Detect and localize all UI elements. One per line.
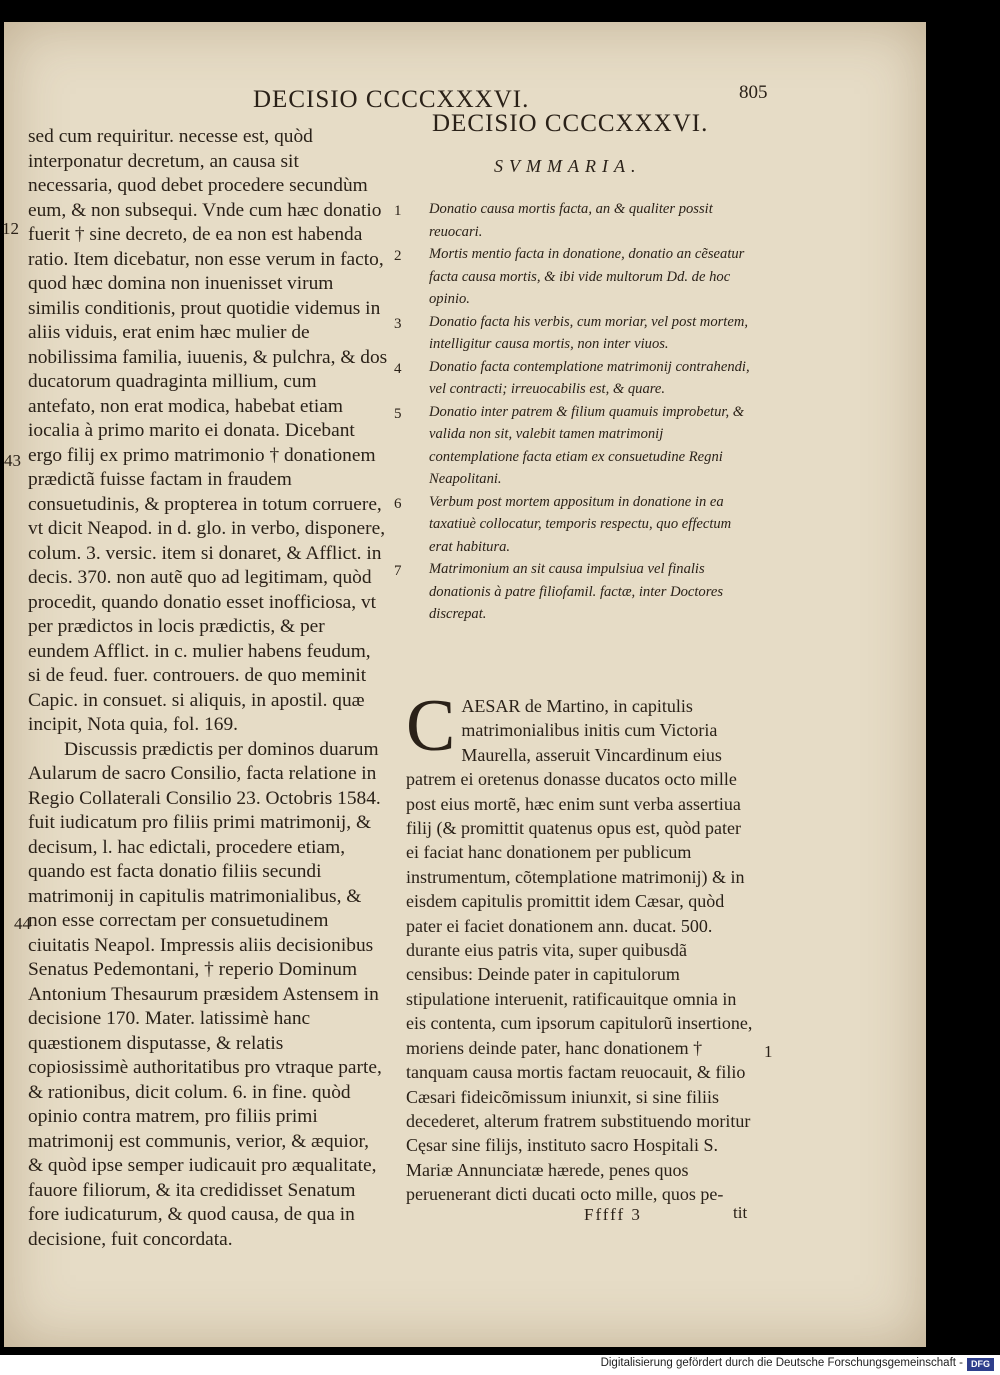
decision-body-text: AESAR de Martino, in capitulis matrimonialibus initis cum Victoria Maurella, asseruit Vincardinum eius patrem ei oretenus donasse ducatos octo mille post eius mortẽ, hæc enim sunt verba assertiua filij (& promittit quatenus opus est, quòd pater ei faciat hanc donationem per publicum instrumentum, cõtemplatione matrimonij) & in eisdem capitulis promittit idem Cæsar, quòd pater ei faciet donationem ann. ducat. 500. durante eius patris vita, super quibusdã censibus: Deinde pater in capitulorum stipulatione interuenit, ratificauitque omnia in eis contenta, cum ipsorum capitulorũ insertione, moriens deinde pater, hanc donationem † tanquam causa mortis factam reuocauit, & filio Cæsari fideicõmissum iniunxit, si sine filiis decederet, alterum fratrem substituendo moritur Cęsar sine filijs, instituto sacro Hospitali S. Mariæ Annunciatæ hærede, penes quos peruenerant dicti ducati octo mille, quos pe-: [406, 696, 753, 1205]
summaria-item-number: 2: [394, 248, 402, 264]
margin-number: 44: [14, 914, 31, 933]
margin-number: 12: [2, 219, 19, 238]
running-head-right: DECISIO CCCCXXXVI.: [432, 110, 709, 137]
summaria-item-number: 3: [394, 315, 402, 332]
decision-body: [406, 685, 756, 1207]
summaria-item-text: Donatio inter patrem & filium quamuis improbetur, & valida non sit, valebit tamen matrimonij contemplatione facta etiam ex consuetudine Regni Neapolitani.: [429, 403, 745, 487]
summaria-item-text: Donatio facta contemplatione matrimonij contrahendi, vel contracti; irreuocabilis est, & quare.: [429, 358, 750, 397]
left-paragraph-1: sed cum requiritur. necesse est, quòd interponatur decretum, an causa sit necessaria, quod debet procedere secundùm eum, & non subsequi. Vnde cum hæc donatio fuerit † sine decreto, de ea non est habenda ratio. Item dicebatur, non esse verum in facto, quod hæc domina non inuenisset virum similis conditionis, prout quotidie videmus in aliis viduis, erat enim hæc mulier de nobilissima familia, iuuenis, & pulchra, & dos ducatorum quadraginta millium, cum antefato, non erat modica, habebat etiam iocalia à primo marito ei donata. Dicebant ergo filij ex primo matrimonio † donationem prædictã fuisse factam in fraudem consuetudinis, & propterea in totum corruere, vt dicit Neapod. in d. glo. in verbo, disponere, colum. 3. versic. item si donaret, & Afflict. in decis. 370. non autẽ quo ad legitimam, quòd procedit, quando donatio esset inofficiosa, vt per prædictos in locis prædictis, & per eundem Afflict. in c. mulier habens feudum, si de feud. fuer. controuers. de quo meminit Capic. in consuet. si aliquis, in apostil. quæ incipit, Nota quia, fol. 169.: [28, 126, 388, 735]
footer-bar: [0, 1355, 1000, 1375]
signature-mark: Fffff 3: [584, 1205, 642, 1224]
summaria-item: [394, 401, 754, 491]
summaria-item-number: 5: [394, 405, 402, 422]
summaria-item-number: 4: [394, 360, 402, 377]
left-paragraph-2: Discussis prædictis per dominos duarum Aularum de sacro Consilio, facta relatione in Regio Collaterali Consilio 23. Octobris 1584. fuit iudicatum pro filiis primi matrimonij, & decisum, l. hac edictali, procedere etiam, quando est facta donatio filiis secundi matrimonij in capitulis matrimonialibus, & non esse correctam per consuetudinem ciuitatis Neapol. Impressis aliis decisionibus Senatus Pedemontani, † reperio Dominum Antonium Thesaurum præsidem Astensem in decisione 170. Mater. latissimè hanc quæstionem disputasse, & relatis copiosissimè authoritatibus pro vtraque parte, & rationibus, dicit colum. 6. in fine. quòd opinio contra matrem, pro filiis primi matrimonij est communis, verior, & æquior, & quòd ipse semper iudicauit pro æqualitate, fauore filiorum, & ita credidisset Senatum fore iudicaturum, & quod causa, de qua in decisione, fuit concordata.: [28, 738, 382, 1250]
summaria-item-number: 6: [394, 495, 402, 512]
summaria-item: [394, 491, 754, 559]
summaria-item-number: 7: [394, 563, 402, 579]
drop-cap: C: [406, 685, 456, 767]
dfg-logo-icon[interactable]: DFG: [967, 1358, 994, 1371]
summaria-item: [394, 558, 754, 626]
running-head-left: DECISIO CCCCXXXVI.: [253, 86, 530, 113]
margin-number: 1: [764, 1042, 773, 1061]
summaria-item: [394, 243, 754, 311]
summaria-item-number: 1: [394, 203, 402, 219]
summaria-item-text: Donatio causa mortis facta, an & qualiter possit reuocari.: [429, 201, 713, 240]
summaria-item: [394, 356, 754, 401]
left-column: [28, 125, 388, 1252]
summaria-item-text: Mortis mentio facta in donatione, donatio an cẽseatur facta causa mortis, & ibi vide multorum Dd. de hoc opinio.: [429, 246, 745, 307]
summaria-heading: SVMMARIA.: [494, 156, 642, 176]
page-number: 805: [739, 82, 768, 103]
summaria-list: [394, 198, 754, 626]
summaria-item-text: Matrimonium an sit causa impulsiua vel finalis donationis à patre filiofamil. factæ, inter Doctores discrepat.: [429, 561, 724, 622]
summaria-item-text: Verbum post mortem appositum in donatione in ea taxatiuè collocatur, temporis respectu, quo effectum erat habitura.: [429, 493, 732, 555]
book-page: [4, 22, 926, 1347]
funding-notice: Digitalisierung gefördert durch die Deutsche Forschungsgemeinschaft -: [600, 1357, 963, 1369]
margin-number: 43: [4, 451, 21, 470]
summaria-item-text: Donatio facta his verbis, cum moriar, vel post mortem, intelligitur causa mortis, non inter viuos.: [429, 313, 749, 352]
summaria-item: [394, 198, 754, 243]
catchword: tit: [733, 1203, 748, 1222]
summaria-item: [394, 311, 754, 356]
